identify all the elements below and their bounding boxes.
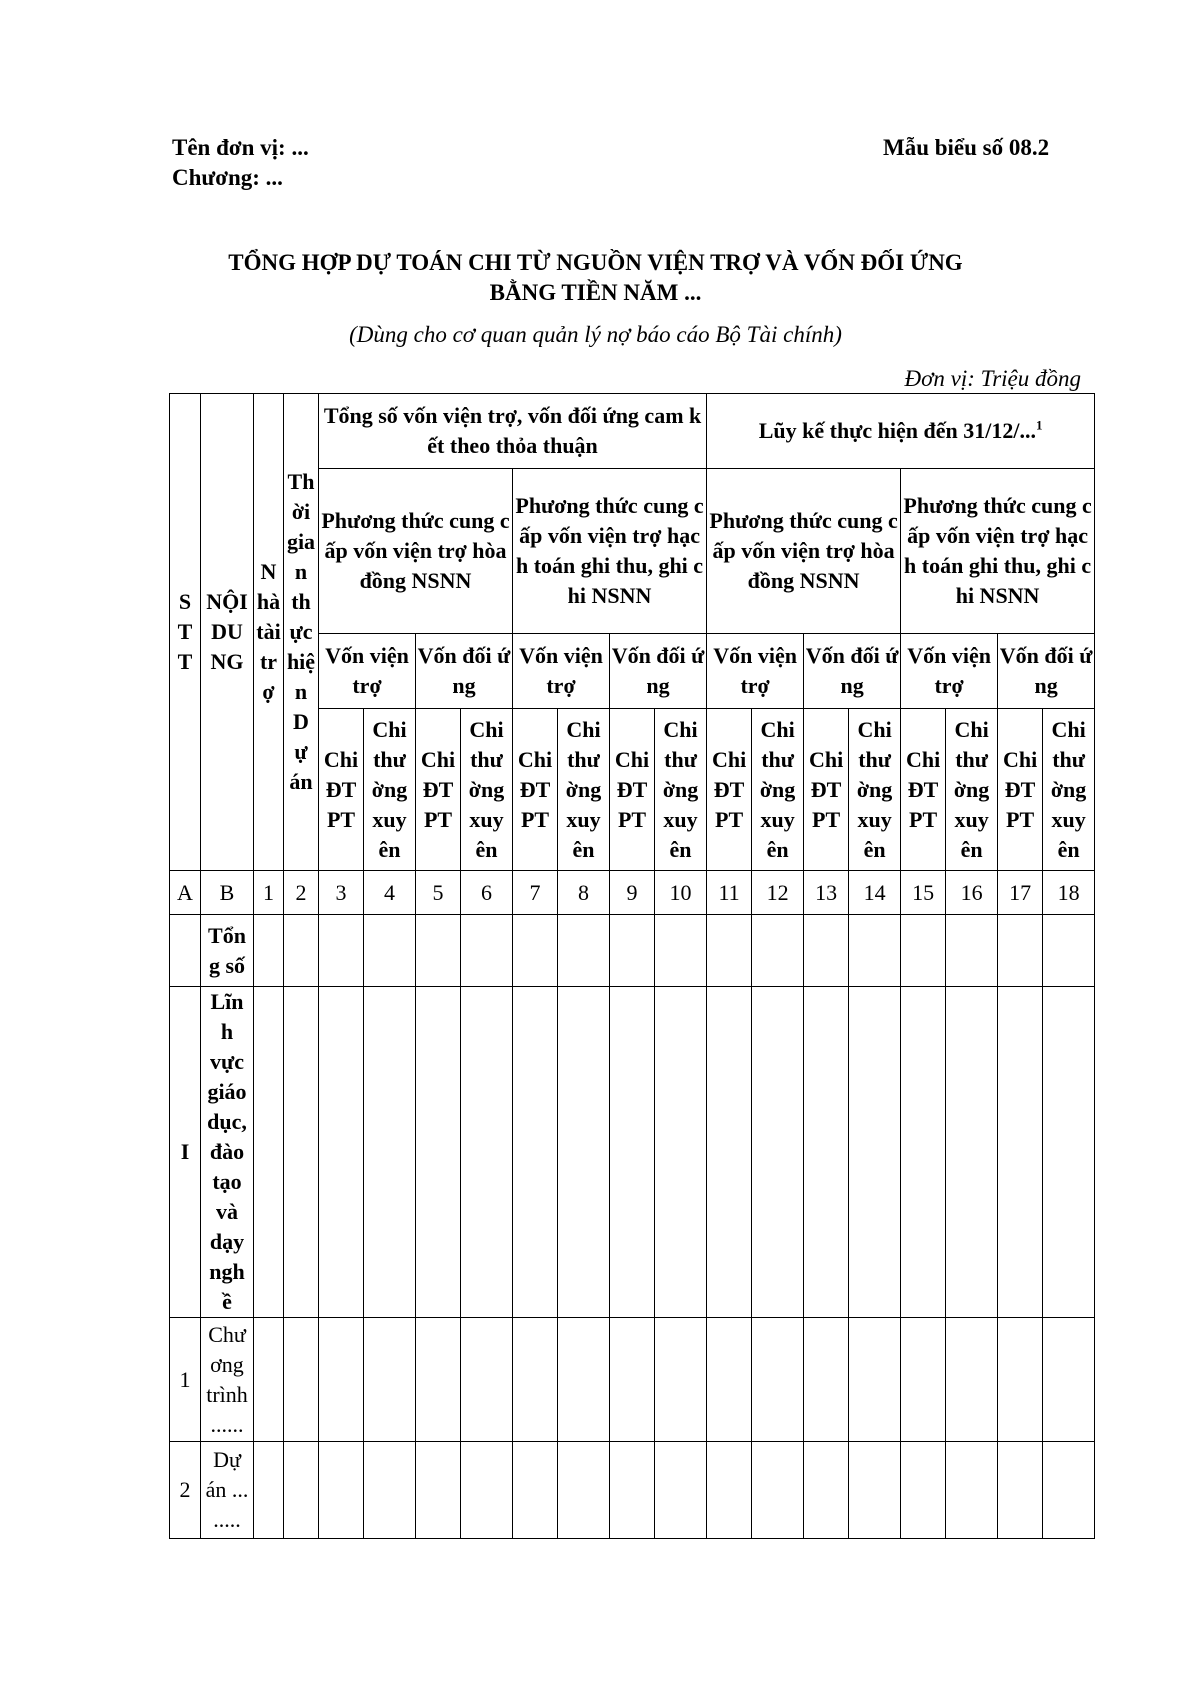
counterpart-capital: Vốn đối ứng xyxy=(804,634,901,709)
value-cell xyxy=(319,915,364,987)
value-cell xyxy=(998,1442,1043,1539)
header-donor: N hà tài tr ợ xyxy=(254,394,284,871)
value-cell xyxy=(254,1318,284,1442)
method-accounting-cumulative: Phương thức cung cấp vốn viện trợ hạch toán ghi thu, ghi chi NSNN xyxy=(901,469,1095,634)
value-cell xyxy=(946,915,998,987)
value-cell xyxy=(364,1318,416,1442)
method-accounting-committed: Phương thức cung cấp vốn viện trợ hạch toán ghi thu, ghi chi NSNN xyxy=(513,469,707,634)
value-cell xyxy=(284,915,319,987)
value-cell xyxy=(416,1318,461,1442)
column-index-cell: 18 xyxy=(1043,871,1095,915)
column-index-cell: 8 xyxy=(558,871,610,915)
value-cell xyxy=(1043,987,1095,1318)
value-cell xyxy=(946,987,998,1318)
value-cell xyxy=(364,915,416,987)
header-committed: Tổng số vốn viện trợ, vốn đối ứng cam kết theo thỏa thuận xyxy=(319,394,707,469)
header-cumulative xyxy=(707,394,1095,469)
value-cell xyxy=(849,1442,901,1539)
recurrent-header: Chi thư ờng xuy ên xyxy=(461,709,513,871)
value-cell xyxy=(416,915,461,987)
table-row xyxy=(170,915,1095,987)
value-cell xyxy=(558,987,610,1318)
value-cell xyxy=(752,1318,804,1442)
value-cell xyxy=(849,915,901,987)
dev-invest-header: Chi ĐT PT xyxy=(416,709,461,871)
aid-capital: Vốn viện trợ xyxy=(319,634,416,709)
value-cell xyxy=(558,1442,610,1539)
dev-invest-header: Chi ĐT PT xyxy=(319,709,364,871)
value-cell xyxy=(901,987,946,1318)
title-line-1: TỔNG HỢP DỰ TOÁN CHI TỪ NGUỒN VIỆN TRỢ VÀ VỐN ĐỐI ỨNG xyxy=(228,250,963,275)
value-cell xyxy=(998,915,1043,987)
footnote-mark: 1 xyxy=(1035,417,1043,433)
value-cell xyxy=(513,1318,558,1442)
column-index-cell: 1 xyxy=(254,871,284,915)
column-index-cell: 17 xyxy=(998,871,1043,915)
value-cell xyxy=(707,1442,752,1539)
value-cell xyxy=(752,1442,804,1539)
header-content: NỘI DU NG xyxy=(201,394,254,871)
value-cell xyxy=(284,987,319,1318)
value-cell xyxy=(558,1318,610,1442)
column-index-cell: 14 xyxy=(849,871,901,915)
value-cell xyxy=(319,1318,364,1442)
column-index-cell: 3 xyxy=(319,871,364,915)
recurrent-header: Chi thư ờng xuy ên xyxy=(946,709,998,871)
value-cell xyxy=(998,987,1043,1318)
value-cell xyxy=(655,1442,707,1539)
aid-capital: Vốn viện trợ xyxy=(513,634,610,709)
column-index-cell: 15 xyxy=(901,871,946,915)
column-index-cell: 10 xyxy=(655,871,707,915)
column-index-row xyxy=(170,871,1095,915)
value-cell xyxy=(901,915,946,987)
value-cell xyxy=(284,1318,319,1442)
value-cell xyxy=(752,915,804,987)
value-cell xyxy=(707,915,752,987)
value-cell xyxy=(461,1318,513,1442)
table-row xyxy=(170,1442,1095,1539)
column-index-cell: 16 xyxy=(946,871,998,915)
aid-capital: Vốn viện trợ xyxy=(707,634,804,709)
value-cell xyxy=(1043,915,1095,987)
recurrent-header: Chi thư ờng xuy ên xyxy=(849,709,901,871)
dev-invest-header: Chi ĐT PT xyxy=(998,709,1043,871)
value-cell xyxy=(254,1442,284,1539)
column-index-cell: 2 xyxy=(284,871,319,915)
method-counterpart-cumulative: Phương thức cung cấp vốn viện trợ hòa đồng NSNN xyxy=(707,469,901,634)
value-cell xyxy=(319,1442,364,1539)
value-cell xyxy=(998,1318,1043,1442)
column-index-cell: 5 xyxy=(416,871,461,915)
form-number: Mẫu biểu số 08.2 xyxy=(883,135,1050,160)
dev-invest-header: Chi ĐT PT xyxy=(610,709,655,871)
value-cell xyxy=(319,987,364,1318)
value-cell xyxy=(655,915,707,987)
column-index-cell: 13 xyxy=(804,871,849,915)
value-cell xyxy=(513,987,558,1318)
value-cell xyxy=(901,1318,946,1442)
recurrent-header: Chi thư ờng xuy ên xyxy=(655,709,707,871)
counterpart-capital: Vốn đối ứng xyxy=(998,634,1095,709)
header-row-groups xyxy=(170,394,1095,469)
dev-invest-header: Chi ĐT PT xyxy=(804,709,849,871)
value-cell xyxy=(610,915,655,987)
value-cell xyxy=(513,1442,558,1539)
table-row xyxy=(170,1318,1095,1442)
value-cell xyxy=(610,987,655,1318)
document-subtitle: (Dùng cho cơ quan quản lý nợ báo cáo Bộ Tài chính) xyxy=(349,322,842,347)
column-index-cell: 12 xyxy=(752,871,804,915)
recurrent-header: Chi thư ờng xuy ên xyxy=(1043,709,1095,871)
value-cell xyxy=(284,1442,319,1539)
title-line-2: BẰNG TIỀN NĂM ... xyxy=(489,280,702,305)
column-index-cell: 7 xyxy=(513,871,558,915)
dev-invest-header: Chi ĐT PT xyxy=(707,709,752,871)
recurrent-header: Chi thư ờng xuy ên xyxy=(752,709,804,871)
chapter: Chương: ... xyxy=(172,165,283,190)
value-cell xyxy=(254,915,284,987)
value-cell xyxy=(849,1318,901,1442)
value-cell xyxy=(610,1442,655,1539)
column-index-cell: 6 xyxy=(461,871,513,915)
header-duration: Th ời gia n th ực hiệ n D ự án xyxy=(284,394,319,871)
currency-unit: Đơn vị: Triệu đồng xyxy=(904,366,1081,391)
method-counterpart-committed: Phương thức cung cấp vốn viện trợ hòa đồng NSNN xyxy=(319,469,513,634)
column-index-cell: B xyxy=(201,871,254,915)
dev-invest-header: Chi ĐT PT xyxy=(513,709,558,871)
value-cell xyxy=(610,1318,655,1442)
budget-table xyxy=(169,393,1095,1539)
value-cell xyxy=(804,915,849,987)
value-cell xyxy=(946,1318,998,1442)
value-cell xyxy=(416,987,461,1318)
row-content: Chư ơng trình ...... xyxy=(201,1318,254,1442)
row-content: Lĩn h vực giáo dục, đào tạo và dạy ngh ề xyxy=(201,987,254,1318)
column-index-cell: 4 xyxy=(364,871,416,915)
table-row xyxy=(170,987,1095,1318)
value-cell xyxy=(461,915,513,987)
value-cell xyxy=(513,915,558,987)
counterpart-capital: Vốn đối ứng xyxy=(610,634,707,709)
counterpart-capital: Vốn đối ứng xyxy=(416,634,513,709)
row-stt: I xyxy=(170,987,201,1318)
value-cell xyxy=(707,1318,752,1442)
row-stt xyxy=(170,915,201,987)
row-stt: 2 xyxy=(170,1442,201,1539)
column-index-cell: 9 xyxy=(610,871,655,915)
value-cell xyxy=(707,987,752,1318)
row-content: Tổn g số xyxy=(201,915,254,987)
column-index-cell: A xyxy=(170,871,201,915)
value-cell xyxy=(804,1318,849,1442)
value-cell xyxy=(461,1442,513,1539)
row-content: Dự án ... ..... xyxy=(201,1442,254,1539)
value-cell xyxy=(901,1442,946,1539)
recurrent-header: Chi thư ờng xuy ên xyxy=(364,709,416,871)
value-cell xyxy=(1043,1318,1095,1442)
unit-name: Tên đơn vị: ... xyxy=(172,135,309,160)
column-index-cell: 11 xyxy=(707,871,752,915)
value-cell xyxy=(1043,1442,1095,1539)
value-cell xyxy=(804,987,849,1318)
value-cell xyxy=(655,1318,707,1442)
value-cell xyxy=(655,987,707,1318)
value-cell xyxy=(416,1442,461,1539)
header-cumulative-text: Lũy kế thực hiện đến 31/12/... xyxy=(758,418,1036,443)
value-cell xyxy=(364,1442,416,1539)
value-cell xyxy=(558,915,610,987)
value-cell xyxy=(461,987,513,1318)
document-title xyxy=(150,248,1041,308)
value-cell xyxy=(849,987,901,1318)
value-cell xyxy=(364,987,416,1318)
dev-invest-header: Chi ĐT PT xyxy=(901,709,946,871)
recurrent-header: Chi thư ờng xuy ên xyxy=(558,709,610,871)
aid-capital: Vốn viện trợ xyxy=(901,634,998,709)
header-stt: S T T xyxy=(170,394,201,871)
value-cell xyxy=(946,1442,998,1539)
value-cell xyxy=(804,1442,849,1539)
value-cell xyxy=(752,987,804,1318)
row-stt: 1 xyxy=(170,1318,201,1442)
value-cell xyxy=(254,987,284,1318)
